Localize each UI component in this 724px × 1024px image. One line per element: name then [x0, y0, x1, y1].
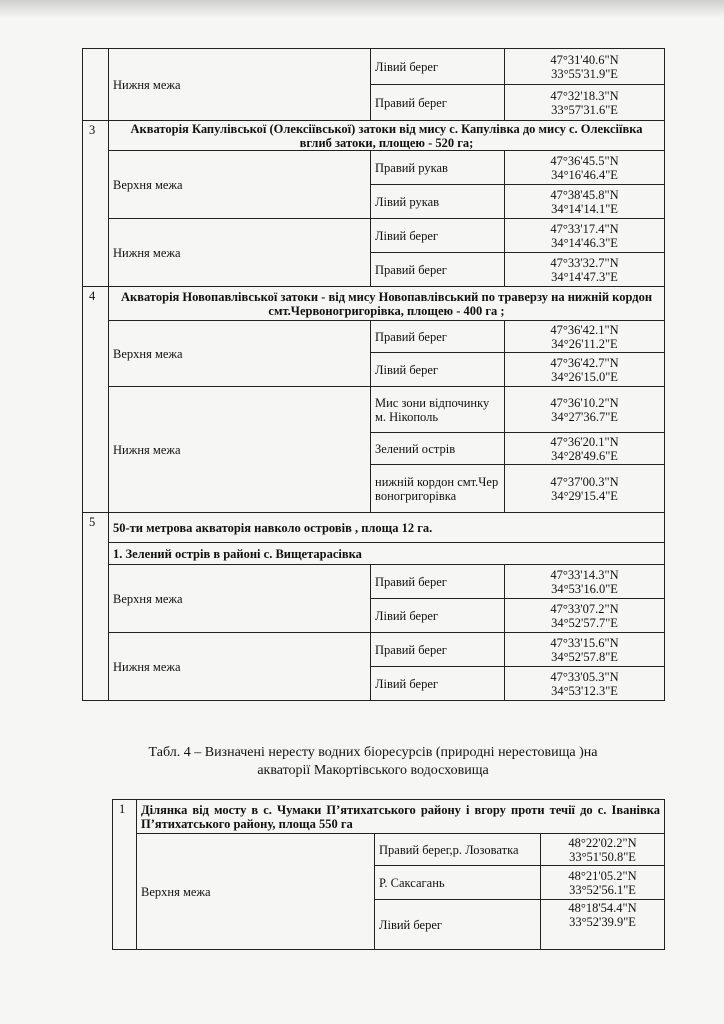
- coordinate-cell: [505, 49, 665, 85]
- caption-line-1: Табл. 4 – Визначені нересту водних біоресурсів (природні нерестовища )на: [148, 745, 598, 760]
- longitude: 34°16'46.4"E: [551, 167, 618, 182]
- side-cell: Правий рукав: [371, 151, 505, 185]
- longitude: 33°52'56.1"E: [569, 882, 636, 897]
- side-cell: нижній кордон смт.Червоногригорівка: [371, 465, 505, 513]
- coordinate-cell: [505, 219, 665, 253]
- latitude: 47°33'05.3"N: [550, 669, 619, 684]
- latitude: 47°36'20.1"N: [550, 434, 619, 449]
- side-cell: Зелений острів: [371, 433, 505, 465]
- latitude: 47°33'17.4"N: [550, 221, 619, 236]
- longitude: 34°14'14.1"E: [551, 201, 618, 216]
- latitude: 47°33'32.7"N: [550, 255, 619, 270]
- table-row: [83, 565, 665, 599]
- boundary-label: Верхня межа: [137, 834, 375, 950]
- coordinate-cell: [505, 633, 665, 667]
- longitude: 33°52'39.9"E: [569, 915, 636, 929]
- boundary-label: Верхня межа: [109, 565, 371, 633]
- coordinate-cell: [505, 465, 665, 513]
- section-title-row: [83, 121, 665, 151]
- section-number: 5: [83, 513, 109, 701]
- latitude: 47°36'45.5"N: [550, 153, 619, 168]
- boundary-label: Верхня межа: [109, 151, 371, 219]
- longitude: 33°55'31.9"E: [551, 66, 618, 81]
- longitude: 34°28'49.6"E: [551, 448, 618, 463]
- section-title-row: [83, 287, 665, 321]
- coordinate-cell: [505, 321, 665, 353]
- makortiv-spawning-table: [112, 799, 665, 950]
- latitude: 48°21'05.2"N: [568, 868, 637, 883]
- section-title: 50-ти метрова акваторія навколо островів , площа 12 га.: [109, 513, 665, 543]
- coordinate-cell: [505, 353, 665, 387]
- longitude: 34°26'15.0"E: [551, 369, 618, 384]
- side-cell: Лівий берег: [371, 219, 505, 253]
- coordinate-cell: [505, 433, 665, 465]
- latitude: 47°33'15.6"N: [550, 635, 619, 650]
- longitude: 34°14'47.3"E: [551, 269, 618, 284]
- latitude: 47°31'40.6"N: [550, 52, 619, 67]
- side-cell: Правий берег: [371, 565, 505, 599]
- side-cell: Правий берег: [371, 321, 505, 353]
- longitude: 34°14'46.3"E: [551, 235, 618, 250]
- section-title: Ділянка від мосту в с. Чумаки П’ятихатського району і вгору проти течії до с. Іванівка П’ятихатського району, площа 550 га: [137, 800, 665, 834]
- side-cell: Правий берег: [371, 85, 505, 121]
- boundary-label: Нижня межа: [109, 49, 371, 121]
- latitude: 47°33'14.3"N: [550, 567, 619, 582]
- table-row: [83, 321, 665, 353]
- boundary-label: Верхня межа: [109, 321, 371, 387]
- longitude: 33°51'50.8"E: [569, 849, 636, 864]
- caption-line-2: акваторії Макортівського водосховища: [257, 763, 489, 778]
- table-row: [83, 219, 665, 253]
- side-cell: Правий берег: [371, 633, 505, 667]
- coordinate-cell: [505, 565, 665, 599]
- row-number-cell: [83, 49, 109, 121]
- longitude: 34°29'15.4"E: [551, 488, 618, 503]
- spawning-areas-table: [82, 48, 665, 701]
- longitude: 34°52'57.7"E: [551, 615, 618, 630]
- coordinate-cell: [505, 151, 665, 185]
- latitude: 48°18'54.4"N: [568, 901, 637, 915]
- section-title-row: [113, 800, 665, 834]
- latitude: 47°38'45.8"N: [550, 187, 619, 202]
- latitude: 47°32'18.3"N: [550, 88, 619, 103]
- table-row: [83, 387, 665, 433]
- coordinate-cell: [541, 866, 665, 900]
- side-cell: Лівий берег: [371, 353, 505, 387]
- coordinate-cell: [505, 185, 665, 219]
- side-cell: Лівий берег: [371, 599, 505, 633]
- side-cell: Лівий берег: [371, 667, 505, 701]
- coordinate-cell: [505, 599, 665, 633]
- subsection-row: [83, 543, 665, 565]
- scan-shadow: [0, 0, 724, 18]
- latitude: 47°36'10.2"N: [550, 395, 619, 410]
- section-title-row: [83, 513, 665, 543]
- coordinate-cell: [505, 667, 665, 701]
- longitude: 34°53'16.0"E: [551, 581, 618, 596]
- boundary-label: Нижня межа: [109, 219, 371, 287]
- coordinate-cell: [505, 253, 665, 287]
- latitude: 47°36'42.1"N: [550, 322, 619, 337]
- side-cell: Р. Саксагань: [375, 866, 541, 900]
- latitude: 48°22'02.2"N: [568, 835, 637, 850]
- subsection-title: 1. Зелений острів в районі с. Вищетарасівка: [109, 543, 665, 565]
- side-cell: Лівий берег: [371, 49, 505, 85]
- table-row: [83, 151, 665, 185]
- longitude: 34°53'12.3"E: [551, 683, 618, 698]
- section-title: Акваторія Новопавлівської затоки - від мису Новопавлівський по траверзу на нижній кордон смт.Червоногригорівка, площею - 400 га ;: [109, 287, 665, 321]
- table-caption: [82, 744, 664, 780]
- section-title: Акваторія Капулівської (Олексіївської) затоки від мису с. Капулівка до мису с. Олексіївка вглиб затоки, площею - 520 га;: [109, 121, 665, 151]
- coordinate-cell: [541, 900, 665, 950]
- table-row: [83, 633, 665, 667]
- section-number: 3: [83, 121, 109, 287]
- longitude: 34°27'36.7"E: [551, 409, 618, 424]
- section-number: 4: [83, 287, 109, 513]
- longitude: 34°52'57.8"E: [551, 649, 618, 664]
- table-row: [113, 834, 665, 866]
- latitude: 47°33'07.2"N: [550, 601, 619, 616]
- latitude: 47°36'42.7"N: [550, 355, 619, 370]
- table-row: [83, 49, 665, 85]
- coordinate-cell: [505, 387, 665, 433]
- side-cell: Лівий рукав: [371, 185, 505, 219]
- side-cell: Правий берег,р. Лозоватка: [375, 834, 541, 866]
- side-cell: Мис зони відпочинку м. Нікополь: [371, 387, 505, 433]
- coordinate-cell: [505, 85, 665, 121]
- boundary-label: Нижня межа: [109, 633, 371, 701]
- coordinate-cell: [541, 834, 665, 866]
- side-cell: Лівий берег: [375, 900, 541, 950]
- boundary-label: Нижня межа: [109, 387, 371, 513]
- longitude: 33°57'31.6"E: [551, 102, 618, 117]
- section-number: 1: [113, 800, 137, 950]
- latitude: 47°37'00.3"N: [550, 474, 619, 489]
- side-cell: Правий берег: [371, 253, 505, 287]
- longitude: 34°26'11.2"E: [551, 336, 618, 351]
